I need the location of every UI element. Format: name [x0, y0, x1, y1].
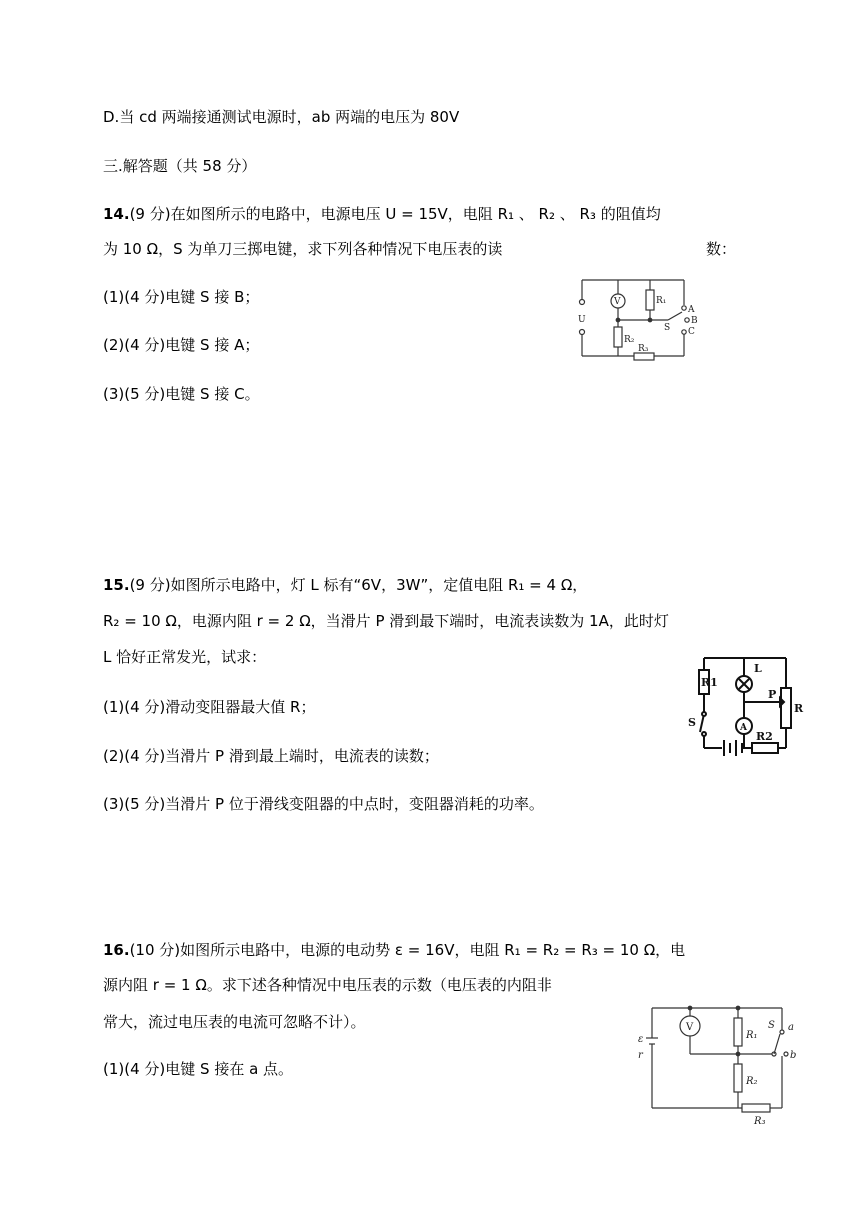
q16-fig-b-label: b [790, 1050, 797, 1061]
q16-fig-s-label: S [768, 1020, 775, 1031]
q14-line2b: 数： [706, 240, 737, 258]
q16-fig-r-label: r [638, 1050, 643, 1061]
q15-circuit-figure [684, 652, 808, 760]
q14-fig-b-label: B [691, 316, 698, 326]
q16-sub1: (1)(4 分)电键 S 接在 a 点。 [103, 1060, 294, 1078]
q15-fig-r2-label: R2 [756, 730, 773, 743]
q16-circuit-figure [634, 998, 810, 1126]
section-title: 三.解答题（共 58 分） [103, 157, 257, 175]
q14-fig-r3-label: R₃ [638, 344, 649, 354]
q15-line3: L 恰好正常发光，试求： [103, 648, 267, 666]
q15-fig-r1-label: R1 [701, 676, 718, 689]
q15-fig-s-label: S [688, 716, 696, 729]
q14-number: 14. [103, 205, 130, 223]
q14-sub1: (1)(4 分)电键 S 接 B； [103, 288, 260, 306]
q16-line3: 常大，流过电压表的电流可忽略不计）。 [103, 1013, 366, 1031]
q15-line2: R₂ = 10 Ω，电源内阻 r = 2 Ω，当滑片 P 滑到最下端时，电流表读数为 1A，此时灯 [103, 612, 669, 630]
q14-circuit-figure [574, 272, 704, 370]
q16-fig-eps-label: ε [638, 1034, 644, 1045]
q15-fig-l-label: L [754, 662, 762, 675]
q16-fig-r2-label: R₂ [746, 1076, 758, 1087]
q14-sub2: (2)(4 分)电键 S 接 A； [103, 336, 260, 354]
q16-fig-r1-label: R₁ [746, 1030, 758, 1041]
q15-sub2: (2)(4 分)当滑片 P 滑到最上端时，电流表的读数； [103, 747, 439, 765]
q16-fig-r3-label: R₃ [754, 1116, 766, 1126]
q15-fig-r-label: R [794, 702, 804, 715]
q14-fig-r1-label: R₁ [656, 296, 667, 306]
q15-sub1: (1)(4 分)滑动变阻器最大值 R； [103, 698, 316, 716]
q15-fig-p-label: P [768, 688, 777, 701]
q14-fig-a-label: A [688, 305, 695, 315]
q16-line1: (10 分)如图所示电路中，电源的电动势 ε = 16V，电阻 R₁ = R₂ = R₃ = 10 Ω，电 [129, 941, 686, 959]
q14-line1: (9 分)在如图所示的电路中，电源电压 U = 15V，电阻 R₁ 、 R₂ 、 R₃ 的阻值均 [129, 205, 661, 223]
q14-text-line1 [103, 203, 661, 224]
q15-text-line1 [103, 574, 587, 595]
q16-fig-v-label: V [686, 1022, 694, 1033]
q15-sub3: (3)(5 分)当滑片 P 位于滑线变阻器的中点时，变阻器消耗的功率。 [103, 795, 544, 813]
q14-fig-v-label: V [614, 297, 621, 307]
q14-fig-s-label: S [664, 323, 671, 333]
q16-fig-a-label: a [788, 1022, 794, 1033]
q14-fig-r2-label: R₂ [624, 335, 635, 345]
q13-option-d: D.当 cd 两端接通测试电源时，ab 两端的电压为 80V [103, 108, 460, 126]
q15-line1: (9 分)如图所示电路中，灯 L 标有“6V，3W”，定值电阻 R₁ = 4 Ω， [129, 576, 588, 594]
q14-fig-u-label: U [578, 315, 586, 325]
q14-sub3: (3)(5 分)电键 S 接 C。 [103, 385, 260, 403]
q15-number: 15. [103, 576, 130, 594]
q16-line2: 源内阻 r = 1 Ω。求下述各种情况中电压表的示数（电压表的内阻非 [103, 976, 552, 994]
q16-text-line1 [103, 939, 685, 960]
q16-number: 16. [103, 941, 130, 959]
q14-fig-c-label: C [688, 327, 695, 337]
q14-line2a: 为 10 Ω，S 为单刀三掷电键，求下列各种情况下电压表的读 [103, 240, 503, 258]
q15-fig-a-label: A [740, 723, 747, 733]
